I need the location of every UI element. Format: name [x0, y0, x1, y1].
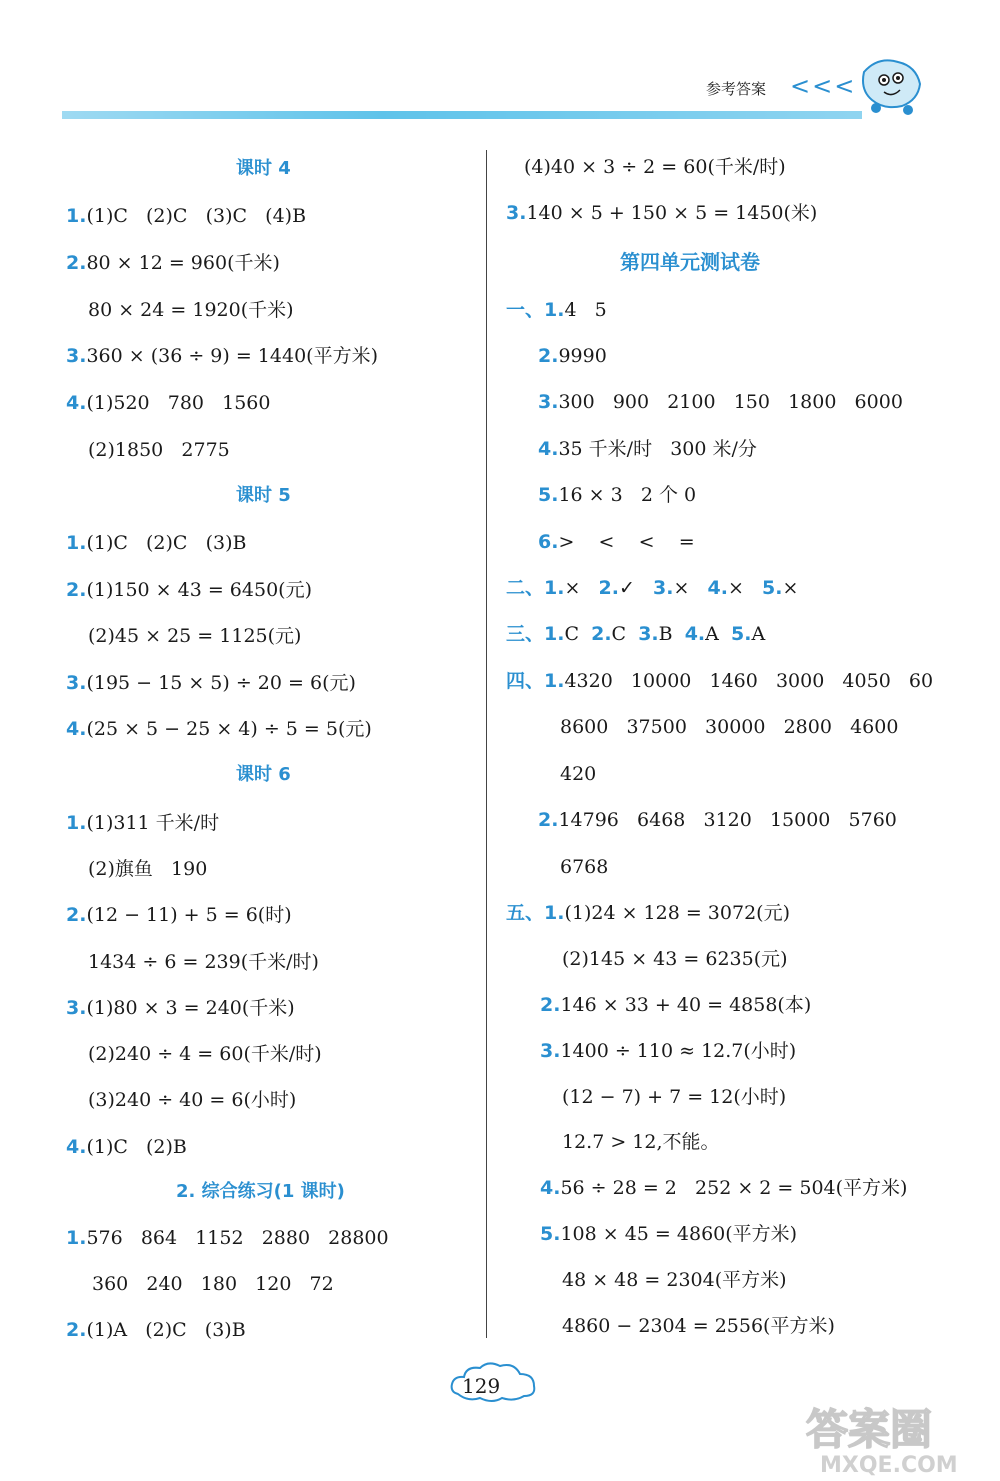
- header-label: 参考答案: [706, 80, 767, 98]
- item-number: 2.: [538, 345, 559, 367]
- answer-text: 56 ÷ 28 = 2 252 × 2 = 504(平方米): [560, 1177, 908, 1199]
- item-number: 4.: [66, 392, 87, 414]
- answer-text: (1)150 × 43 = 6450(元): [86, 579, 312, 601]
- item-number: 四、1.: [506, 670, 565, 692]
- section-heading-lesson6: 课时 6: [236, 764, 291, 785]
- answer-text: (1)A (2)C (3)B: [86, 1319, 246, 1341]
- section-heading-lesson5: 课时 5: [236, 485, 291, 506]
- item-number: 2.: [66, 579, 87, 601]
- answer-row: [506, 201, 817, 225]
- answer-row: [66, 531, 246, 555]
- answer-row: [88, 298, 294, 322]
- item-number: 4.: [707, 577, 728, 599]
- answer-text: > < < =: [558, 531, 695, 553]
- answer-text: (1)520 780 1560: [86, 392, 271, 414]
- answer-row: [66, 717, 372, 741]
- item-number: 1.: [66, 532, 87, 554]
- item-number: 5.: [762, 577, 783, 599]
- answer-text: 4860 − 2304 = 2556(平方米): [562, 1315, 835, 1337]
- answer-text: 9990: [558, 345, 607, 367]
- answer-row: [506, 576, 798, 600]
- answer-row: [538, 390, 903, 414]
- answer-row: [88, 950, 319, 974]
- answer-text: 146 × 33 + 40 = 4858(本): [560, 994, 812, 1016]
- answer-text: 300 900 2100 150 1800 6000: [558, 391, 903, 413]
- item-number: 3.: [66, 997, 87, 1019]
- answer-row: [66, 251, 280, 275]
- answer-text: 80 × 12 = 960(千米): [86, 252, 280, 274]
- page-number: 129: [462, 1374, 501, 1398]
- answer-text: (25 × 5 − 25 × 4) ÷ 5 = 5(元): [86, 718, 372, 740]
- item-number: 3.: [506, 202, 527, 224]
- answer-row: [560, 762, 596, 786]
- item-number: 2.: [538, 809, 559, 831]
- item-number: 4.: [540, 1177, 561, 1199]
- answer-text: 360 × (36 ÷ 9) = 1440(平方米): [86, 345, 378, 367]
- svg-text:答案圈: 答案圈: [806, 1405, 933, 1454]
- answer-row: [562, 1130, 720, 1154]
- item-number: 2.: [598, 577, 619, 599]
- item-number: 2.: [540, 994, 561, 1016]
- answer-text: (1)24 × 128 = 3072(元): [564, 902, 790, 924]
- item-number: 3.: [638, 623, 659, 645]
- answer-text: 80 × 24 = 1920(千米): [88, 299, 294, 321]
- answer-text: 576 864 1152 2880 28800: [86, 1227, 389, 1249]
- answer-row: [506, 622, 765, 646]
- answer-row: [66, 1226, 389, 1250]
- answer-row: [66, 811, 219, 835]
- answer-row: [506, 298, 607, 322]
- answer-text: 1434 ÷ 6 = 239(千米/时): [88, 951, 319, 973]
- answer-row: [538, 437, 757, 461]
- answer-text: (3)240 ÷ 40 = 6(小时): [88, 1089, 297, 1111]
- answer-row: [562, 1085, 786, 1109]
- item-number: 5.: [540, 1223, 561, 1245]
- item-number: 3.: [653, 577, 674, 599]
- item-number: 2.: [66, 252, 87, 274]
- mascot-icon: [858, 52, 926, 116]
- answer-text: B: [658, 623, 673, 645]
- item-number: 5.: [730, 623, 752, 645]
- answer-text: (1)80 × 3 = 240(千米): [86, 997, 295, 1019]
- answer-text: 108 × 45 = 4860(平方米): [560, 1223, 798, 1245]
- answer-row: [540, 1039, 796, 1063]
- answer-row: [538, 808, 897, 832]
- answer-row: [560, 715, 898, 739]
- answer-text: A: [751, 623, 766, 645]
- answer-row: [92, 1272, 334, 1296]
- answer-text: (195 − 15 × 5) ÷ 20 = 6(元): [86, 672, 356, 694]
- answer-text: 4320 10000 1460 3000 4050 60: [564, 670, 934, 692]
- answer-row: [88, 624, 301, 648]
- item-number: 2.: [66, 904, 87, 926]
- answer-row: [88, 438, 230, 462]
- item-number: 2.: [66, 1319, 87, 1341]
- answer-row: [66, 903, 292, 927]
- answer-text: ×: [673, 577, 690, 599]
- answer-text: 14796 6468 3120 15000 5760: [558, 809, 897, 831]
- item-number: 二、1.: [506, 577, 565, 599]
- answer-row: [506, 669, 933, 693]
- item-number: 3.: [538, 391, 559, 413]
- answer-row: [66, 204, 306, 228]
- item-number: 五、1.: [506, 902, 565, 924]
- answer-text: ×: [564, 577, 581, 599]
- answer-text: C: [611, 623, 627, 645]
- answer-text: ×: [727, 577, 744, 599]
- answer-text: (2)旗鱼 190: [88, 858, 208, 880]
- answer-row: [66, 344, 378, 368]
- item-number: 2.: [591, 623, 612, 645]
- answer-row: [562, 947, 788, 971]
- item-number: 4.: [66, 1136, 87, 1158]
- watermark-logo: [800, 1400, 990, 1478]
- answer-text: (2)1850 2775: [88, 439, 230, 461]
- answer-row: [524, 155, 786, 179]
- unit-test-title: 第四单元测试卷: [620, 250, 760, 274]
- answer-text: C: [564, 623, 579, 645]
- answer-text: (12 − 7) + 7 = 12(小时): [562, 1086, 787, 1108]
- answer-text: A: [705, 623, 719, 645]
- answer-text: (2)45 × 25 = 1125(元): [88, 625, 302, 647]
- answer-text: 35 千米/时 300 米/分: [558, 438, 757, 460]
- answer-row: [66, 996, 295, 1020]
- answer-text: (2)145 × 43 = 6235(元): [562, 948, 788, 970]
- item-number: 6.: [538, 531, 559, 553]
- answer-row: [540, 1222, 797, 1246]
- item-number: 5.: [538, 484, 559, 506]
- answer-row: [562, 1314, 835, 1338]
- answer-text: 6768: [560, 856, 609, 878]
- answer-row: [88, 1088, 296, 1112]
- item-number: 4.: [684, 623, 706, 645]
- answer-row: [88, 1042, 322, 1066]
- svg-text:MXQE.COM: MXQE.COM: [820, 1453, 958, 1478]
- answer-row: [562, 1268, 787, 1292]
- answer-text: 8600 37500 30000 2800 4600: [560, 716, 899, 738]
- item-number: 4.: [66, 718, 87, 740]
- item-number: 4.: [538, 438, 559, 460]
- item-number: 3.: [66, 672, 87, 694]
- column-divider: [486, 150, 487, 1338]
- answer-row: [66, 391, 271, 415]
- answer-text: ✓: [618, 577, 635, 599]
- answer-row: [88, 857, 207, 881]
- answer-text: (12 − 11) + 5 = 6(时): [86, 904, 292, 926]
- section-heading-practice: 2. 综合练习(1 课时): [176, 1181, 345, 1202]
- answer-row: [540, 1176, 907, 1200]
- answer-row: [560, 855, 608, 879]
- answer-row: [538, 344, 607, 368]
- answer-text: 1400 ÷ 110 ≈ 12.7(小时): [560, 1040, 797, 1062]
- answer-text: 48 × 48 = 2304(平方米): [562, 1269, 787, 1291]
- answer-text: (1)C (2)B: [86, 1136, 187, 1158]
- answer-row: [66, 671, 356, 695]
- answer-row: [540, 993, 811, 1017]
- section-heading-lesson4: 课时 4: [236, 158, 291, 179]
- item-number: 1.: [66, 205, 87, 227]
- answer-text: 140 × 5 + 150 × 5 = 1450(米): [526, 202, 818, 224]
- item-number: 1.: [66, 1227, 87, 1249]
- item-number: 三、1.: [506, 623, 565, 645]
- answer-row: [66, 578, 312, 602]
- answer-text: 4 5: [564, 299, 607, 321]
- item-number: 3.: [66, 345, 87, 367]
- answer-text: (2)240 ÷ 4 = 60(千米/时): [88, 1043, 322, 1065]
- answer-row: [538, 483, 696, 507]
- answer-text: (1)311 千米/时: [86, 812, 220, 834]
- item-number: 3.: [540, 1040, 561, 1062]
- answer-text: 420: [560, 763, 597, 785]
- chevrons-icon: <<<: [790, 72, 857, 100]
- answer-text: (1)C (2)C (3)C (4)B: [86, 205, 307, 227]
- header-rule: [62, 111, 862, 119]
- answer-text: (1)C (2)C (3)B: [86, 532, 247, 554]
- answer-row: [538, 530, 695, 554]
- item-number: 1.: [66, 812, 87, 834]
- answer-text: (4)40 × 3 ÷ 2 = 60(千米/时): [524, 156, 786, 178]
- answer-text: 360 240 180 120 72: [92, 1273, 334, 1295]
- item-number: 一、1.: [506, 299, 565, 321]
- answer-row: [506, 901, 790, 925]
- answer-row: [66, 1318, 246, 1342]
- answer-row: [66, 1135, 187, 1159]
- answer-text: 12.7 > 12,不能。: [562, 1131, 720, 1153]
- answer-text: 16 × 3 2 个 0: [558, 484, 697, 506]
- answer-text: ×: [782, 577, 799, 599]
